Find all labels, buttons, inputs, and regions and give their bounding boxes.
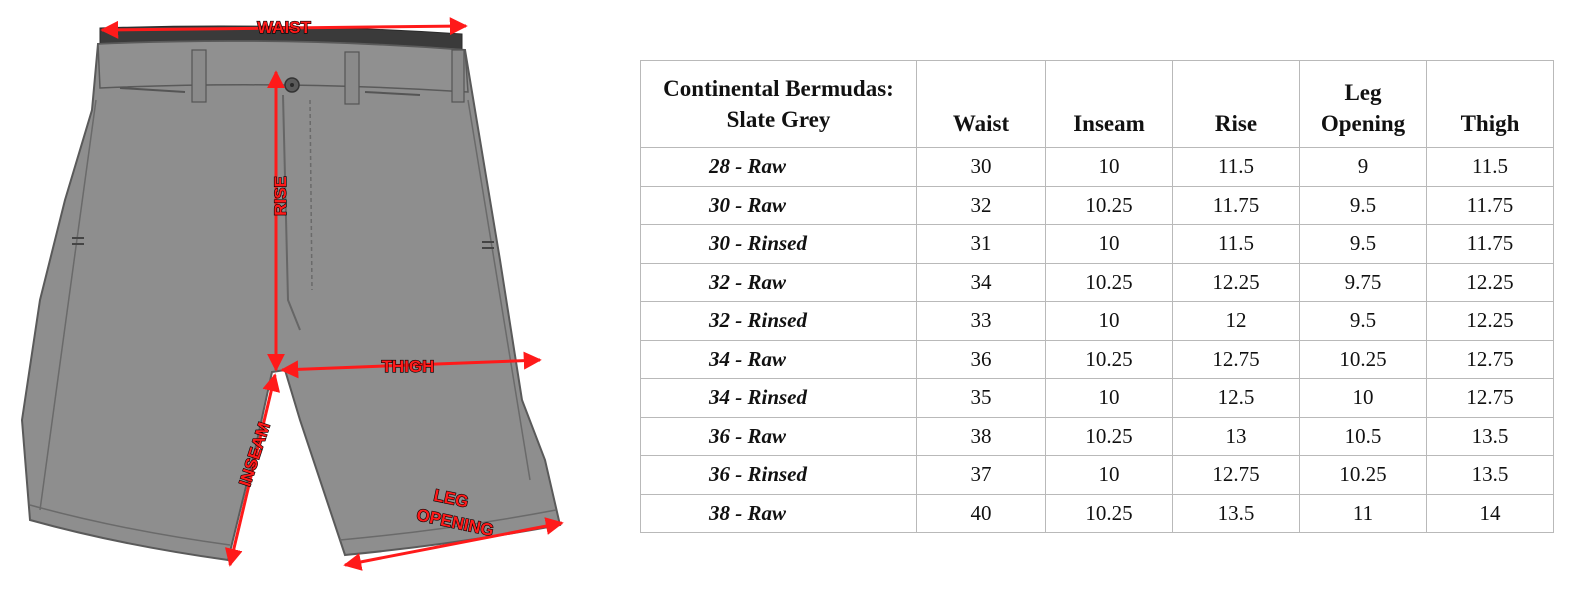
inseam-cell: 10.25 [1046,494,1173,533]
table-row [641,417,1554,456]
waist-cell: 36 [917,340,1046,379]
size-cell: 34 - Rinsed [641,379,917,418]
table-row [641,148,1554,187]
leg-opening-cell: 9.5 [1300,186,1427,225]
size-cell: 30 - Raw [641,186,917,225]
size-chart-table [640,60,1554,533]
rise-cell: 12.75 [1173,456,1300,495]
header-leg-opening [1300,61,1427,148]
thigh-cell: 11.75 [1427,225,1554,264]
inseam-cell: 10 [1046,225,1173,264]
rise-cell: 12.75 [1173,340,1300,379]
waist-cell: 40 [917,494,1046,533]
thigh-cell: 11.75 [1427,186,1554,225]
rise-cell: 12 [1173,302,1300,341]
header-row [641,61,1554,148]
leg-label-line2: OPENING [414,505,496,541]
inseam-cell: 10 [1046,379,1173,418]
leg-opening-cell: 10.5 [1300,417,1427,456]
rise-cell: 11.5 [1173,148,1300,187]
size-cell: 38 - Raw [641,494,917,533]
rise-cell: 12.5 [1173,379,1300,418]
rise-cell: 11.5 [1173,225,1300,264]
waist-cell: 30 [917,148,1046,187]
thigh-cell: 12.25 [1427,302,1554,341]
table-row [641,302,1554,341]
leg-opening-cell: 10.25 [1300,456,1427,495]
table-title [641,61,917,148]
thigh-cell: 14 [1427,494,1554,533]
leg-label-line1: LEG [432,485,471,512]
header-leg-line2: Opening [1320,111,1406,136]
leg-opening-cell: 9.5 [1300,225,1427,264]
leg-opening-cell: 10 [1300,379,1427,418]
thigh-cell: 12.25 [1427,263,1554,302]
table-row [641,494,1554,533]
table-row [641,379,1554,418]
size-cell: 34 - Raw [641,340,917,379]
inseam-cell: 10.25 [1046,340,1173,379]
header-waist: Waist [917,61,1046,148]
size-cell: 32 - Rinsed [641,302,917,341]
table-row [641,225,1554,264]
inseam-cell: 10.25 [1046,186,1173,225]
header-inseam: Inseam [1046,61,1173,148]
waist-label: WAIST [257,18,311,37]
table-row [641,456,1554,495]
thigh-cell: 12.75 [1427,379,1554,418]
shorts-shape [22,26,560,560]
rise-cell: 11.75 [1173,186,1300,225]
thigh-cell: 13.5 [1427,417,1554,456]
table-row [641,186,1554,225]
leg-opening-cell: 10.25 [1300,340,1427,379]
inseam-label: INSEAM [235,419,275,489]
size-cell: 36 - Rinsed [641,456,917,495]
inseam-cell: 10 [1046,148,1173,187]
table-row [641,263,1554,302]
waist-cell: 34 [917,263,1046,302]
size-cell: 30 - Rinsed [641,225,917,264]
thigh-cell: 11.5 [1427,148,1554,187]
header-thigh: Thigh [1427,61,1554,148]
shorts-illustration [0,0,600,600]
waist-cell: 33 [917,302,1046,341]
leg-opening-cell: 9.75 [1300,263,1427,302]
leg-opening-cell: 9.5 [1300,302,1427,341]
thigh-label: THIGH [381,357,435,376]
inseam-cell: 10.25 [1046,417,1173,456]
rise-cell: 13 [1173,417,1300,456]
header-rise: Rise [1173,61,1300,148]
leg-opening-cell: 9 [1300,148,1427,187]
inseam-cell: 10 [1046,302,1173,341]
table-row [641,340,1554,379]
waist-cell: 31 [917,225,1046,264]
rise-cell: 12.25 [1173,263,1300,302]
size-cell: 28 - Raw [641,148,917,187]
size-cell: 32 - Raw [641,263,917,302]
title-line1: Continental Bermudas: [663,76,894,101]
leg-opening-cell: 11 [1300,494,1427,533]
thigh-cell: 13.5 [1427,456,1554,495]
waist-cell: 38 [917,417,1046,456]
title-line2: Slate Grey [726,107,831,132]
inseam-cell: 10.25 [1046,263,1173,302]
thigh-cell: 12.75 [1427,340,1554,379]
rise-cell: 13.5 [1173,494,1300,533]
header-leg-line1: Leg [1344,80,1382,105]
inseam-cell: 10 [1046,456,1173,495]
rise-label: RISE [271,176,290,216]
waist-cell: 37 [917,456,1046,495]
waist-cell: 35 [917,379,1046,418]
size-cell: 36 - Raw [641,417,917,456]
waist-cell: 32 [917,186,1046,225]
